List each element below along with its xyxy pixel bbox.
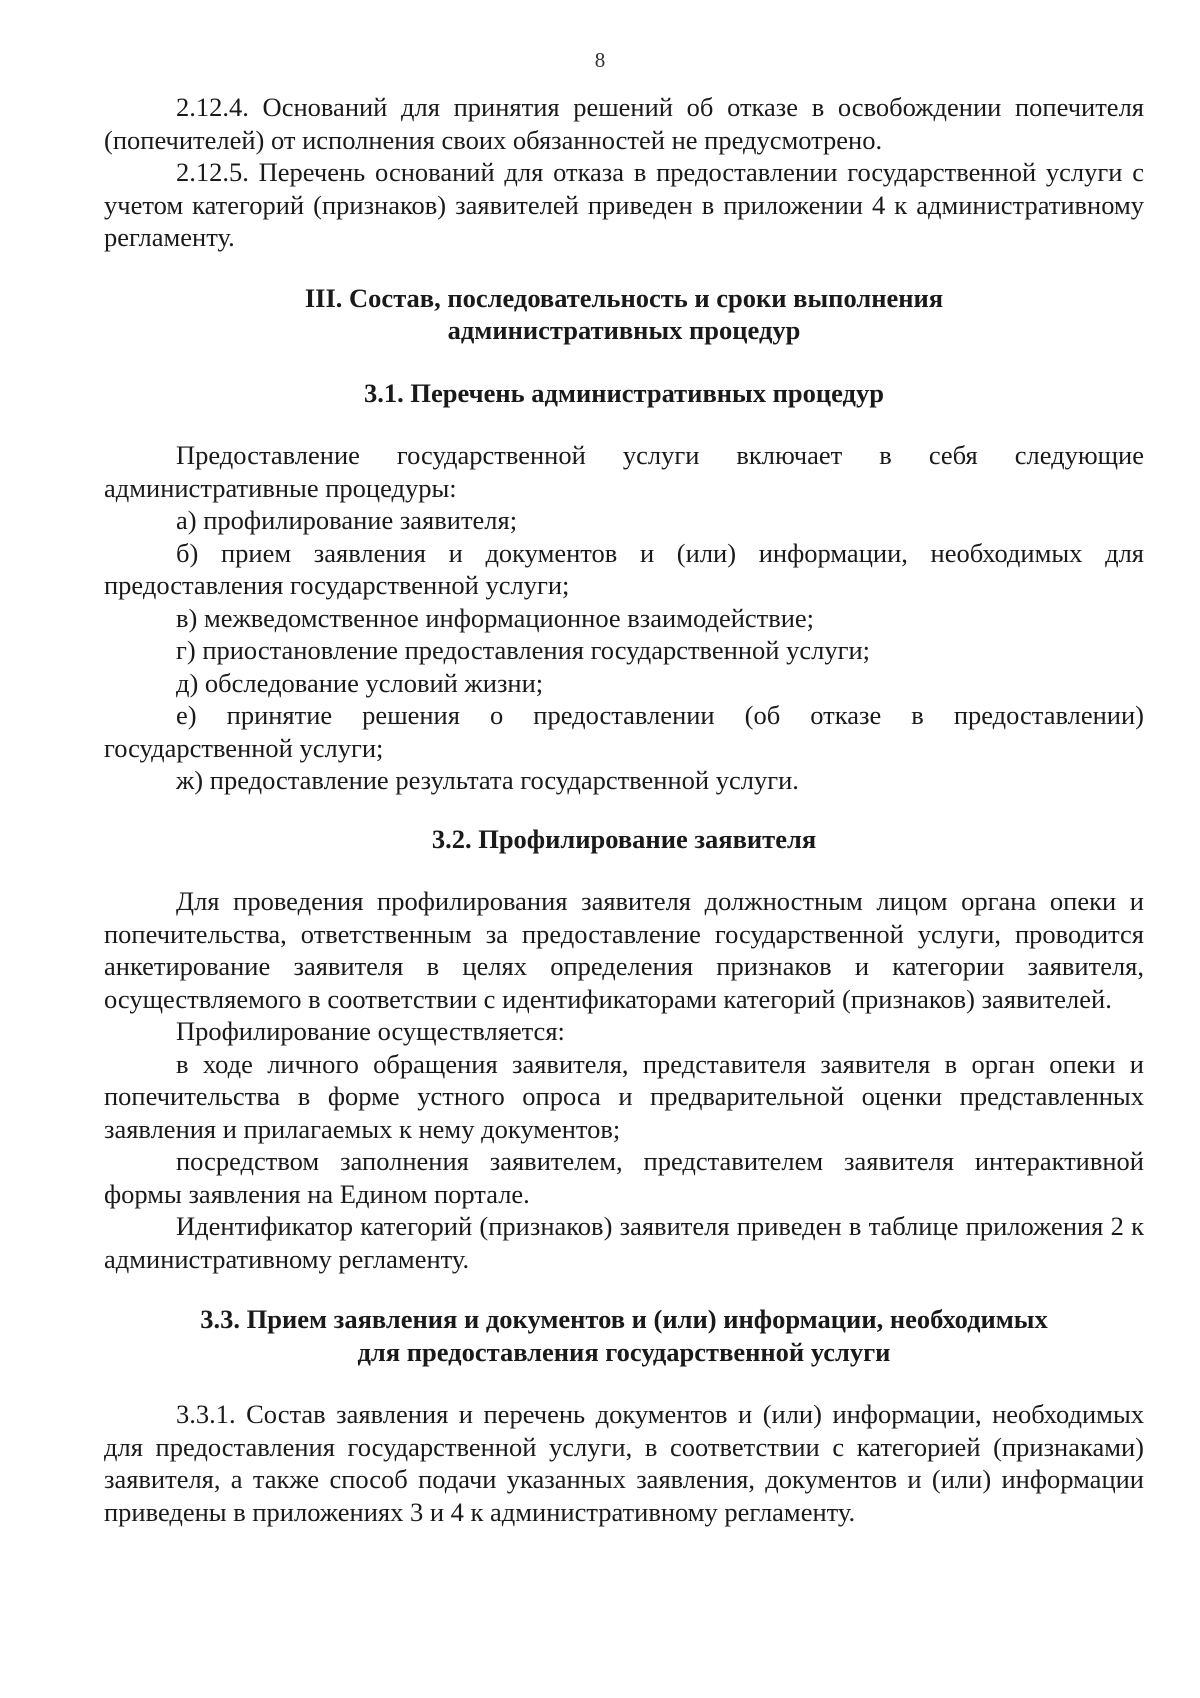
subsection-heading-3-2: 3.2. Профилирование заявителя — [431, 823, 817, 854]
paragraph-3-3-1: 3.3.1. Состав заявления и перечень документов и (или) информации, необходимых для предоставления государственной услуги, в соответствии с категорией (признаками) заявителя, а также способ подачи указанных заявления, документов и (или) информации приведены в приложениях 3 и 4 к административному регламенту. — [104, 1399, 1144, 1527]
paragraph-2-12-5: 2.12.5. Перечень оснований для отказа в предоставлении государственной услуги с учетом категорий (признаков) заявителей приведен в приложении 4 к административному регламенту. — [104, 157, 1144, 252]
section-heading-III — [104, 282, 1144, 347]
subsection-heading-3-1: 3.1. Перечень административных процедур — [364, 377, 884, 408]
paragraph-3-2-b: Профилирование осуществляется: — [176, 1016, 565, 1046]
subsection-heading-3-3-line1: 3.3. Прием заявления и документов и (или) информации, необходимых — [200, 1304, 1048, 1334]
list-item: е) принятие решения о предоставлении (об отказе в предоставлении) государственной услуги; — [104, 700, 1144, 763]
list-item: ж) предоставление результата государственной услуги. — [176, 765, 799, 795]
spacer — [104, 254, 1144, 282]
spacer — [104, 1275, 1144, 1303]
paragraph-2-12-4: 2.12.4. Оснований для принятия решений об отказе в освобождении попечителя (попечителей) от исполнения своих обязанностей не предусмотрено. — [104, 92, 1144, 155]
paragraph-3-2-c: в ходе личного обращения заявителя, представителя заявителя в орган опеки и попечительства в форме устного опроса и предварительной оценки представленных заявления и прилагаемых к нему документов; — [104, 1048, 1144, 1144]
page-number: 8 — [594, 48, 606, 72]
paragraph-intro: Предоставление государственной услуги включает в себя следующие административные процедуры: — [104, 440, 1144, 503]
paragraph-3-2-a: Для проведения профилирования заявителя должностным лицом органа опеки и попечительства, ответственным за предоставление государственной услуги, проводится анкетирование заявителя в целях определения признаков и категории заявителя, осуществляемого в соответствии с идентификаторами категорий (признаков) заявителей. — [104, 886, 1144, 1014]
spacer — [104, 797, 1144, 823]
list-item: б) прием заявления и документов и (или) информации, необходимых для предоставления государственной услуги; — [104, 537, 1144, 600]
section-heading-III-line1: III. Состав, последовательность и сроки выполнения — [304, 282, 944, 313]
list-item: в) межведомственное информационное взаимодействие; — [176, 602, 815, 633]
spacer — [104, 409, 1144, 439]
list-item: д) обследование условий жизни; — [176, 667, 544, 698]
section-heading-III-line2: административных процедур — [447, 315, 801, 345]
subsection-heading-3-3-line2: для предоставления государственной услуги — [357, 1336, 891, 1367]
spacer — [104, 855, 1144, 885]
list-item: г) приостановление предоставления государственной услуги; — [176, 635, 870, 665]
subsection-heading-3-3 — [104, 1303, 1144, 1368]
paragraph-3-2-e: Идентификатор категорий (признаков) заявителя приведен в таблице приложения 2 к административному регламенту. — [104, 1211, 1144, 1274]
list-item: а) профилирование заявителя; — [176, 505, 518, 535]
spacer — [104, 347, 1144, 377]
page-content — [104, 91, 1144, 1528]
paragraph-3-2-d: посредством заполнения заявителем, представителем заявителя интерактивной формы заявления на Едином портале. — [104, 1146, 1144, 1209]
spacer — [104, 1368, 1144, 1398]
